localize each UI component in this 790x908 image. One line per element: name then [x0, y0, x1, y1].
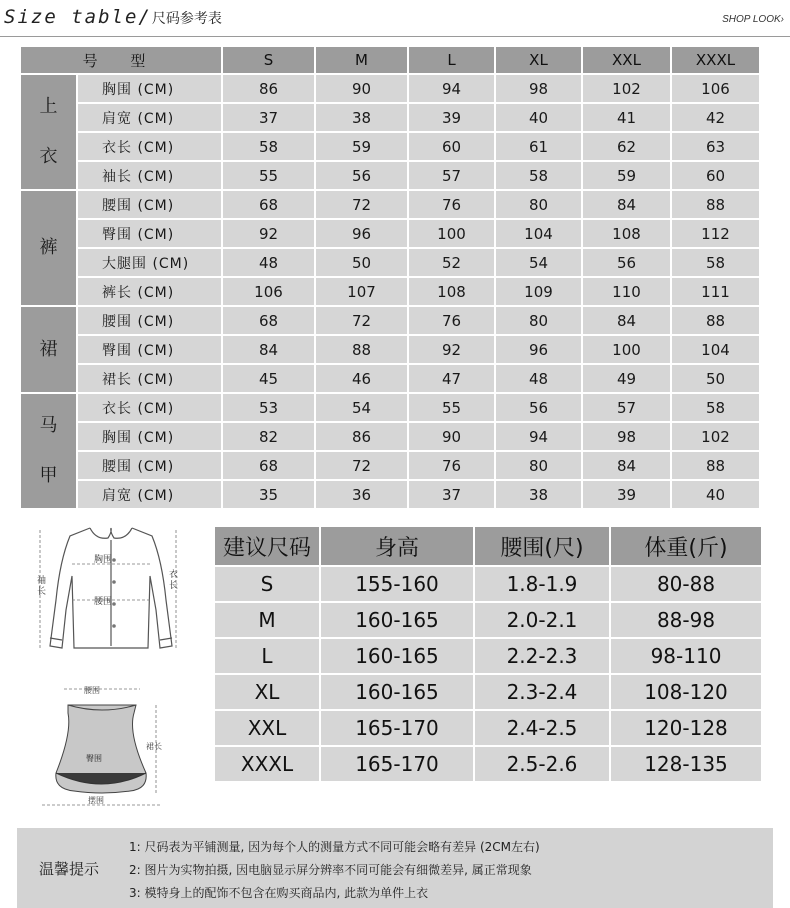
- size-value-cell: 58: [496, 162, 581, 189]
- size-value-cell: 41: [583, 104, 670, 131]
- size-value-cell: 84: [583, 452, 670, 479]
- size-col-header: XL: [496, 47, 581, 73]
- size-col-header: XXL: [583, 47, 670, 73]
- recommend-value-cell: 1.8-1.9: [475, 567, 609, 601]
- size-value-cell: 48: [223, 249, 314, 276]
- size-value-cell: 107: [316, 278, 407, 305]
- size-value-cell: 90: [409, 423, 494, 450]
- shirt-length-label: 衣长: [169, 570, 179, 591]
- title-english: Size table/: [4, 6, 152, 28]
- size-value-cell: 96: [496, 336, 581, 363]
- size-col-header: S: [223, 47, 314, 73]
- size-col-header: M: [316, 47, 407, 73]
- recommend-value-cell: 108-120: [611, 675, 761, 709]
- size-value-cell: 84: [223, 336, 314, 363]
- tip-line: 1: 尺码表为平铺测量, 因为每个人的测量方式不同可能会略有差异 (2CM左右): [129, 840, 540, 854]
- measurement-label: 胸围 (CM): [78, 423, 221, 450]
- recommend-value-cell: 2.2-2.3: [475, 639, 609, 673]
- size-col-header: XXXL: [672, 47, 759, 73]
- recommend-size-table: [213, 525, 763, 783]
- recommend-value-cell: 155-160: [321, 567, 473, 601]
- size-table: [19, 45, 761, 510]
- size-row: [21, 133, 759, 160]
- tip-line: 3: 模特身上的配饰不包含在购买商品内, 此款为单件上衣: [129, 886, 429, 900]
- size-value-cell: 68: [223, 307, 314, 334]
- skirt-illustration: [38, 685, 168, 810]
- size-value-cell: 100: [409, 220, 494, 247]
- size-value-cell: 56: [316, 162, 407, 189]
- size-value-cell: 38: [316, 104, 407, 131]
- tips-box: [17, 828, 773, 908]
- recommend-col-header: 身高: [321, 527, 473, 565]
- recommend-row: [215, 711, 761, 745]
- size-value-cell: 72: [316, 307, 407, 334]
- shirt-illustration: [36, 520, 186, 668]
- size-value-cell: 80: [496, 191, 581, 218]
- skirt-length-label: 裙长: [146, 742, 162, 751]
- measurement-label: 臀围 (CM): [78, 220, 221, 247]
- size-value-cell: 108: [583, 220, 670, 247]
- recommend-row: [215, 747, 761, 781]
- shirt-chest-label: 胸围: [94, 555, 113, 565]
- size-group-label: 裤: [21, 191, 76, 305]
- tips-heading: 温馨提示: [39, 860, 100, 878]
- size-value-cell: 68: [223, 452, 314, 479]
- measurement-label: 腰围 (CM): [78, 307, 221, 334]
- shirt-sleeve-label: 袖长: [37, 576, 47, 597]
- size-value-cell: 60: [409, 133, 494, 160]
- recommend-value-cell: 165-170: [321, 747, 473, 781]
- size-value-cell: 84: [583, 307, 670, 334]
- size-value-cell: 88: [672, 452, 759, 479]
- skirt-hip-label: 臀围: [86, 754, 102, 763]
- recommend-size-cell: XXXL: [215, 747, 319, 781]
- size-value-cell: 111: [672, 278, 759, 305]
- size-row: [21, 336, 759, 363]
- size-value-cell: 58: [223, 133, 314, 160]
- skirt-hem-label: 摆围: [88, 796, 104, 805]
- size-value-cell: 55: [223, 162, 314, 189]
- size-group-label: 上衣: [21, 75, 76, 189]
- size-value-cell: 88: [672, 307, 759, 334]
- size-row: [21, 75, 759, 102]
- size-value-cell: 39: [409, 104, 494, 131]
- size-value-cell: 39: [583, 481, 670, 508]
- size-value-cell: 88: [316, 336, 407, 363]
- recommend-value-cell: 160-165: [321, 603, 473, 637]
- size-value-cell: 110: [583, 278, 670, 305]
- size-value-cell: 92: [223, 220, 314, 247]
- size-value-cell: 54: [496, 249, 581, 276]
- size-row: [21, 220, 759, 247]
- recommend-value-cell: 2.5-2.6: [475, 747, 609, 781]
- recommend-col-header: 建议尺码: [215, 527, 319, 565]
- size-value-cell: 49: [583, 365, 670, 392]
- recommend-value-cell: 98-110: [611, 639, 761, 673]
- size-value-cell: 45: [223, 365, 314, 392]
- size-value-cell: 57: [583, 394, 670, 421]
- measurement-label: 腰围 (CM): [78, 191, 221, 218]
- size-value-cell: 88: [672, 191, 759, 218]
- title-chinese: 尺码参考表: [151, 11, 222, 27]
- size-value-cell: 80: [496, 452, 581, 479]
- size-value-cell: 57: [409, 162, 494, 189]
- recommend-row: [215, 603, 761, 637]
- measurement-label: 大腿围 (CM): [78, 249, 221, 276]
- size-value-cell: 94: [409, 75, 494, 102]
- recommend-size-cell: S: [215, 567, 319, 601]
- size-value-cell: 72: [316, 452, 407, 479]
- size-value-cell: 112: [672, 220, 759, 247]
- size-group-label: 马甲: [21, 394, 76, 508]
- size-value-cell: 76: [409, 452, 494, 479]
- measurement-label: 裙长 (CM): [78, 365, 221, 392]
- size-value-cell: 48: [496, 365, 581, 392]
- recommend-value-cell: 120-128: [611, 711, 761, 745]
- shirt-waist-label: 腰围: [94, 597, 113, 607]
- recommend-size-cell: L: [215, 639, 319, 673]
- recommend-value-cell: 128-135: [611, 747, 761, 781]
- tip-line: 2: 图片为实物拍摄, 因电脑显示屏分辨率不同可能会有细微差异, 属正常现象: [129, 863, 532, 877]
- size-col-header: L: [409, 47, 494, 73]
- size-value-cell: 108: [409, 278, 494, 305]
- size-value-cell: 60: [672, 162, 759, 189]
- header-divider: [0, 36, 790, 37]
- size-row: [21, 365, 759, 392]
- size-value-cell: 98: [496, 75, 581, 102]
- size-row: [21, 162, 759, 189]
- size-value-cell: 104: [672, 336, 759, 363]
- size-value-cell: 37: [409, 481, 494, 508]
- skirt-waist-label: 腰围: [84, 686, 100, 695]
- size-value-cell: 109: [496, 278, 581, 305]
- size-row: [21, 481, 759, 508]
- size-value-cell: 72: [316, 191, 407, 218]
- size-value-cell: 50: [672, 365, 759, 392]
- size-value-cell: 106: [223, 278, 314, 305]
- page-title: [4, 6, 222, 28]
- size-value-cell: 58: [672, 394, 759, 421]
- size-value-cell: 63: [672, 133, 759, 160]
- size-row: [21, 249, 759, 276]
- recommend-col-header: 腰围(尺): [475, 527, 609, 565]
- measurement-label: 衣长 (CM): [78, 133, 221, 160]
- size-value-cell: 40: [496, 104, 581, 131]
- size-row: [21, 394, 759, 421]
- recommend-value-cell: 160-165: [321, 639, 473, 673]
- size-corner-label: 号 型: [21, 47, 221, 73]
- size-value-cell: 37: [223, 104, 314, 131]
- recommend-size-cell: M: [215, 603, 319, 637]
- measurement-label: 袖长 (CM): [78, 162, 221, 189]
- size-value-cell: 102: [583, 75, 670, 102]
- size-value-cell: 86: [223, 75, 314, 102]
- recommend-value-cell: 80-88: [611, 567, 761, 601]
- recommend-row: [215, 639, 761, 673]
- recommend-value-cell: 160-165: [321, 675, 473, 709]
- recommend-value-cell: 2.4-2.5: [475, 711, 609, 745]
- size-value-cell: 84: [583, 191, 670, 218]
- size-value-cell: 100: [583, 336, 670, 363]
- size-value-cell: 104: [496, 220, 581, 247]
- page-header: [0, 0, 790, 38]
- size-value-cell: 53: [223, 394, 314, 421]
- size-value-cell: 59: [583, 162, 670, 189]
- size-row: [21, 307, 759, 334]
- size-value-cell: 36: [316, 481, 407, 508]
- size-value-cell: 52: [409, 249, 494, 276]
- size-value-cell: 86: [316, 423, 407, 450]
- recommend-row: [215, 567, 761, 601]
- size-value-cell: 98: [583, 423, 670, 450]
- size-value-cell: 58: [672, 249, 759, 276]
- measurement-label: 裤长 (CM): [78, 278, 221, 305]
- size-value-cell: 35: [223, 481, 314, 508]
- size-value-cell: 56: [583, 249, 670, 276]
- size-value-cell: 46: [316, 365, 407, 392]
- shop-look-link[interactable]: SHOP LOOK›: [722, 14, 784, 25]
- size-value-cell: 94: [496, 423, 581, 450]
- size-value-cell: 82: [223, 423, 314, 450]
- recommend-value-cell: 2.0-2.1: [475, 603, 609, 637]
- size-row: [21, 452, 759, 479]
- size-header-row: [21, 47, 759, 73]
- size-value-cell: 106: [672, 75, 759, 102]
- recommend-col-header: 体重(斤): [611, 527, 761, 565]
- size-group-label: 裙: [21, 307, 76, 392]
- size-value-cell: 76: [409, 307, 494, 334]
- recommend-header-row: [215, 527, 761, 565]
- measurement-label: 臀围 (CM): [78, 336, 221, 363]
- measurement-label: 衣长 (CM): [78, 394, 221, 421]
- size-value-cell: 92: [409, 336, 494, 363]
- size-value-cell: 50: [316, 249, 407, 276]
- size-value-cell: 102: [672, 423, 759, 450]
- size-value-cell: 62: [583, 133, 670, 160]
- recommend-value-cell: 2.3-2.4: [475, 675, 609, 709]
- size-row: [21, 423, 759, 450]
- size-row: [21, 278, 759, 305]
- size-value-cell: 59: [316, 133, 407, 160]
- size-value-cell: 55: [409, 394, 494, 421]
- size-row: [21, 191, 759, 218]
- size-value-cell: 68: [223, 191, 314, 218]
- measurement-label: 肩宽 (CM): [78, 104, 221, 131]
- size-row: [21, 104, 759, 131]
- recommend-value-cell: 88-98: [611, 603, 761, 637]
- size-value-cell: 90: [316, 75, 407, 102]
- size-value-cell: 40: [672, 481, 759, 508]
- size-value-cell: 42: [672, 104, 759, 131]
- size-value-cell: 56: [496, 394, 581, 421]
- recommend-value-cell: 165-170: [321, 711, 473, 745]
- recommend-row: [215, 675, 761, 709]
- size-value-cell: 76: [409, 191, 494, 218]
- size-value-cell: 80: [496, 307, 581, 334]
- size-value-cell: 54: [316, 394, 407, 421]
- size-value-cell: 96: [316, 220, 407, 247]
- size-value-cell: 38: [496, 481, 581, 508]
- recommend-size-cell: XXL: [215, 711, 319, 745]
- size-value-cell: 47: [409, 365, 494, 392]
- measurement-label: 腰围 (CM): [78, 452, 221, 479]
- recommend-size-cell: XL: [215, 675, 319, 709]
- size-value-cell: 61: [496, 133, 581, 160]
- measurement-label: 肩宽 (CM): [78, 481, 221, 508]
- measurement-label: 胸围 (CM): [78, 75, 221, 102]
